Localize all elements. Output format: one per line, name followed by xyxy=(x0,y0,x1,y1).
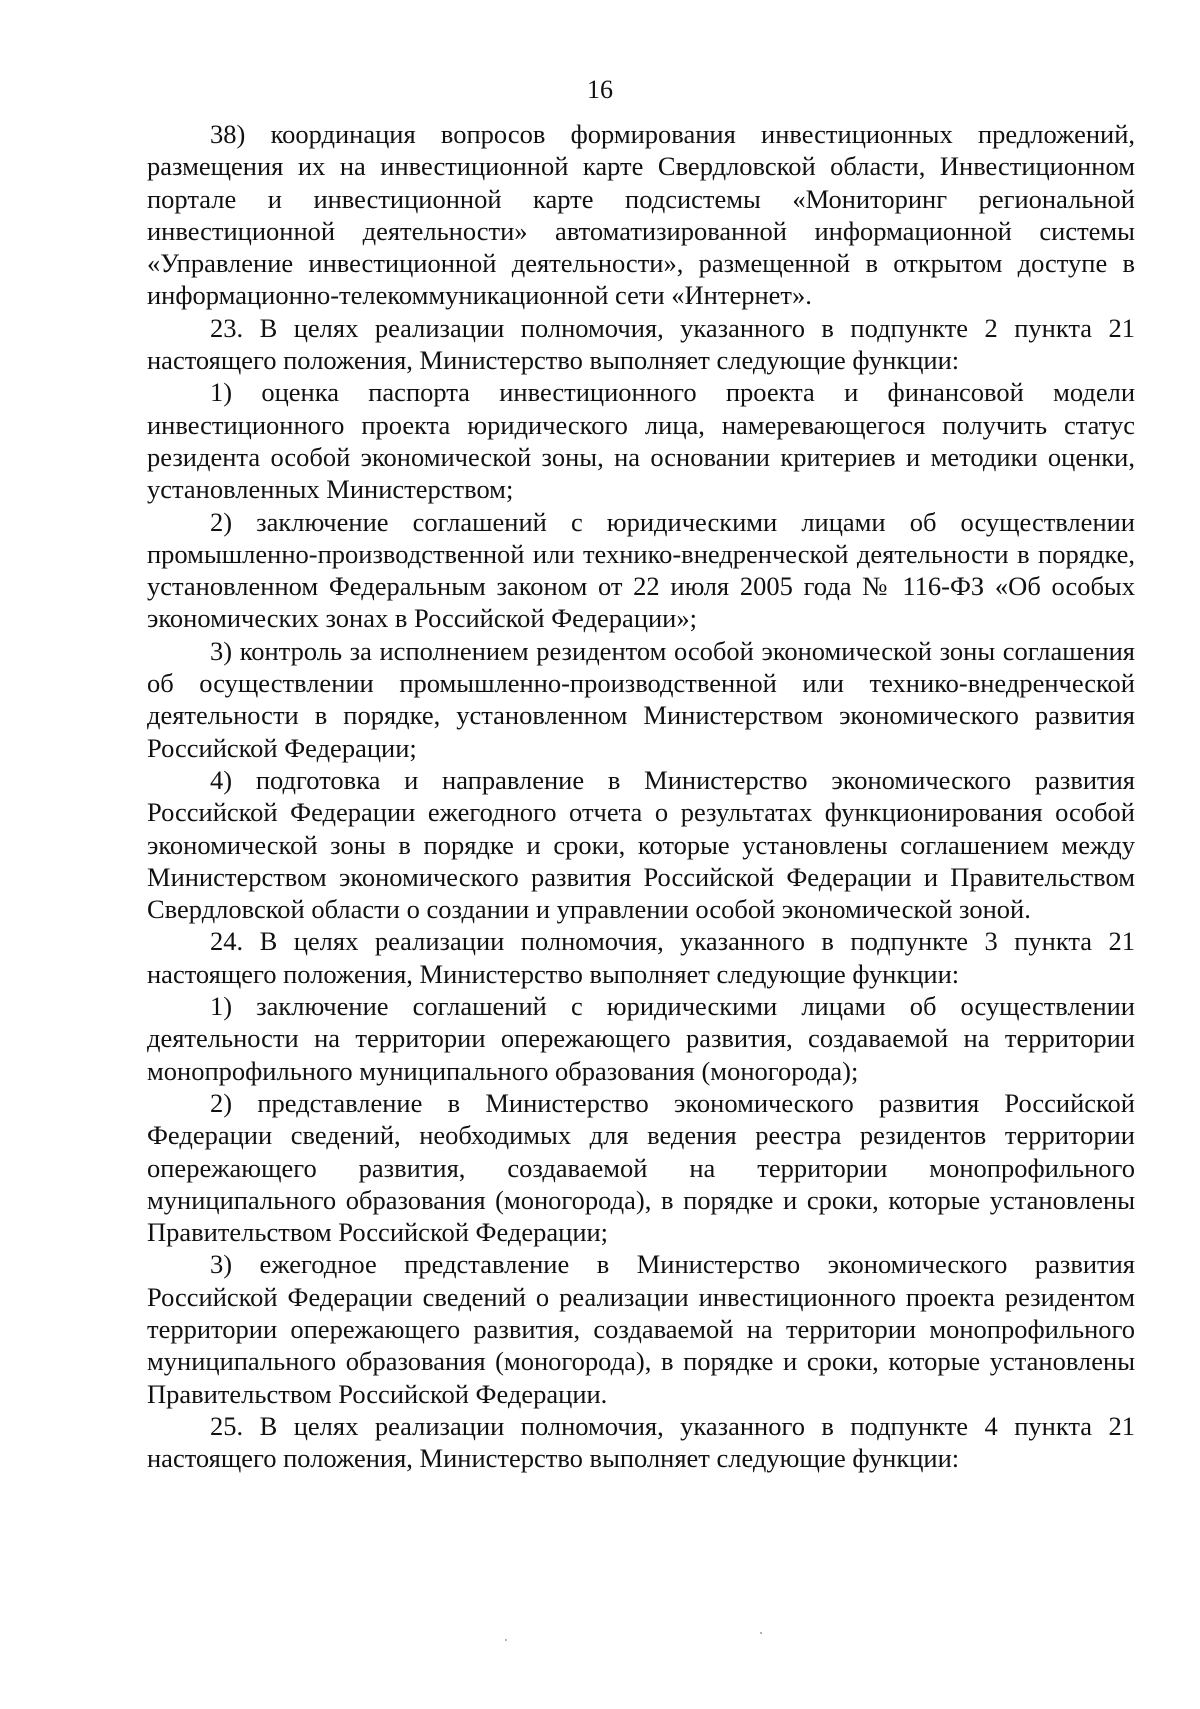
scan-speck xyxy=(505,1639,507,1641)
paragraph-clause-24-item-3: 3) ежегодное представление в Министерство экономического развития Российской Федерации сведений о реализации инвестиционного проекта резидентом территории опережающего развития, создаваемой на территории монопрофильного муниципального образования (моногорода), в порядке и сроки, которые установлены Правительством Российской Федерации. xyxy=(147,1249,1135,1409)
document-body xyxy=(147,118,1135,1474)
paragraph-clause-24-item-2: 2) представление в Министерство экономического развития Российской Федерации сведений, необходимых для ведения реестра резидентов территории опережающего развития, создаваемой на территории монопрофильного муниципального образования (моногорода), в порядке и сроки, которые установлены Правительством Российской Федерации; xyxy=(147,1087,1135,1248)
paragraph-clause-23-item-3: 3) контроль за исполнением резидентом особой экономической зоны соглашения об осуществлении промышленно-производственной или технико-внедренческой деятельности в порядке, установленном Министерством экономического развития Российской Федерации; xyxy=(147,635,1135,763)
paragraph-clause-24-item-1: 1) заключение соглашений с юридическими лицами об осуществлении деятельности на территории опережающего развития, создаваемой на территории монопрофильного муниципального образования (моногорода); xyxy=(147,991,1135,1086)
paragraph-clause-23-item-1: 1) оценка паспорта инвестиционного проекта и финансовой модели инвестиционного проекта юридического лица, намеревающегося получить статус резидента особой экономической зоны, на основании критериев и методики оценки, установленных Министерством; xyxy=(147,377,1135,505)
page-number: 16 xyxy=(587,75,613,104)
paragraph-clause-23-item-4: 4) подготовка и направление в Министерство экономического развития Российской Федерации ежегодного отчета о результатах функционирования особой экономической зоны в порядке и сроки, которые установлены соглашением между Министерством экономического развития Российской Федерации и Правительством Свердловской области о создании и управлении особой экономической зоной. xyxy=(147,764,1135,925)
paragraph-item-38: 38) координация вопросов формирования инвестиционных предложений, размещения их на инвестиционной карте Свердловской области, Инвестиционном портале и инвестиционной карте подсистемы «Мониторинг региональной инвестиционной деятельности» автоматизированной информационной системы «Управление инвестиционной деятельности», размещенной в открытом доступе в информационно-телекоммуникационной сети «Интернет». xyxy=(147,119,1135,311)
paragraph-clause-25: 25. В целях реализации полномочия, указанного в подпункте 4 пункта 21 настоящего положения, Министерство выполняет следующие функции: xyxy=(147,1410,1135,1474)
paragraph-clause-24: 24. В целях реализации полномочия, указанного в подпункте 3 пункта 21 настоящего положения, Министерство выполняет следующие функции: xyxy=(147,926,1135,989)
paragraph-clause-23: 23. В целях реализации полномочия, указанного в подпункте 2 пункта 21 настоящего положения, Министерство выполняет следующие функции: xyxy=(147,312,1135,376)
scan-speck xyxy=(760,1632,762,1634)
paragraph-clause-23-item-2: 2) заключение соглашений с юридическими лицами об осуществлении промышленно-производственной или технико-внедренческой деятельности в порядке, установленном Федеральным законом от 22 июля 2005 года № 116-ФЗ «Об особых экономических зонах в Российской Федерации»; xyxy=(147,506,1135,634)
